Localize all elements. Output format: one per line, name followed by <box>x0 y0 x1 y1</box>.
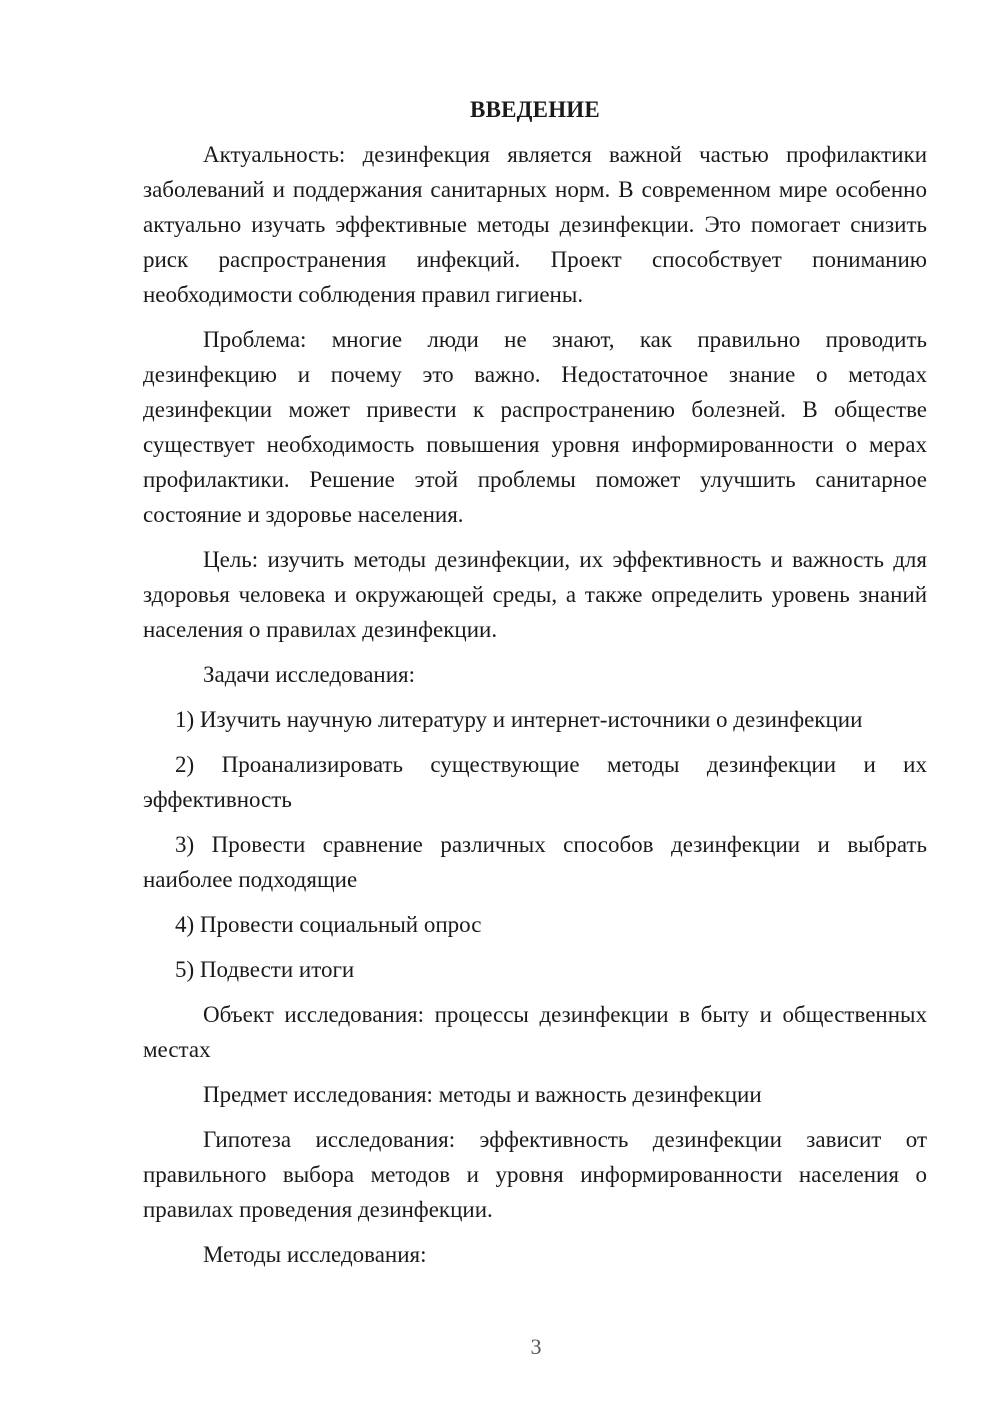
page-number: 3 <box>530 1334 542 1359</box>
paragraph-tasks-heading: Задачи исследования: <box>203 662 416 687</box>
paragraph-object: Объект исследования: процессы дезинфекции в быту и общественных местах <box>143 1002 927 1062</box>
task-item-2: 2) Проанализировать существующие методы дезинфекции и их эффективность <box>143 752 927 812</box>
task-item-1: 1) Изучить научную литературу и интернет-источники о дезинфекции <box>175 707 863 732</box>
paragraph-goal: Цель: изучить методы дезинфекции, их эффективность и важность для здоровья человека и окружающей среды, а также определить уровень знаний населения о правилах дезинфекции. <box>143 547 927 642</box>
paragraph-hypothesis: Гипотеза исследования: эффективность дезинфекции зависит от правильного выбора методов и уровня информированности населения о правилах проведения дезинфекции. <box>143 1127 927 1222</box>
task-item-4: 4) Провести социальный опрос <box>175 912 482 937</box>
paragraph-subject: Предмет исследования: методы и важность дезинфекции <box>203 1082 762 1107</box>
page-title: ВВЕДЕНИЕ <box>470 97 600 122</box>
task-item-5: 5) Подвести итоги <box>175 957 355 982</box>
task-item-3: 3) Провести сравнение различных способов дезинфекции и выбрать наиболее подходящие <box>143 832 927 892</box>
paragraph-problem: Проблема: многие люди не знают, как правильно проводить дезинфекцию и почему это важно. Недостаточное знание о методах дезинфекции может привести к распространению болезней. В обществе существует необходимость повышения уровня информированности о мерах профилактики. Решение этой проблемы поможет улучшить санитарное состояние и здоровье населения. <box>143 327 927 527</box>
paragraph-methods: Методы исследования: <box>203 1242 427 1267</box>
paragraph-relevance: Актуальность: дезинфекция является важной частью профилактики заболеваний и поддержания санитарных норм. В современном мире особенно актуально изучать эффективные методы дезинфекции. Это помогает снизить риск распространения инфекций. Проект способствует пониманию необходимости соблюдения правил гигиены. <box>143 142 927 307</box>
document-body <box>143 96 927 1282</box>
